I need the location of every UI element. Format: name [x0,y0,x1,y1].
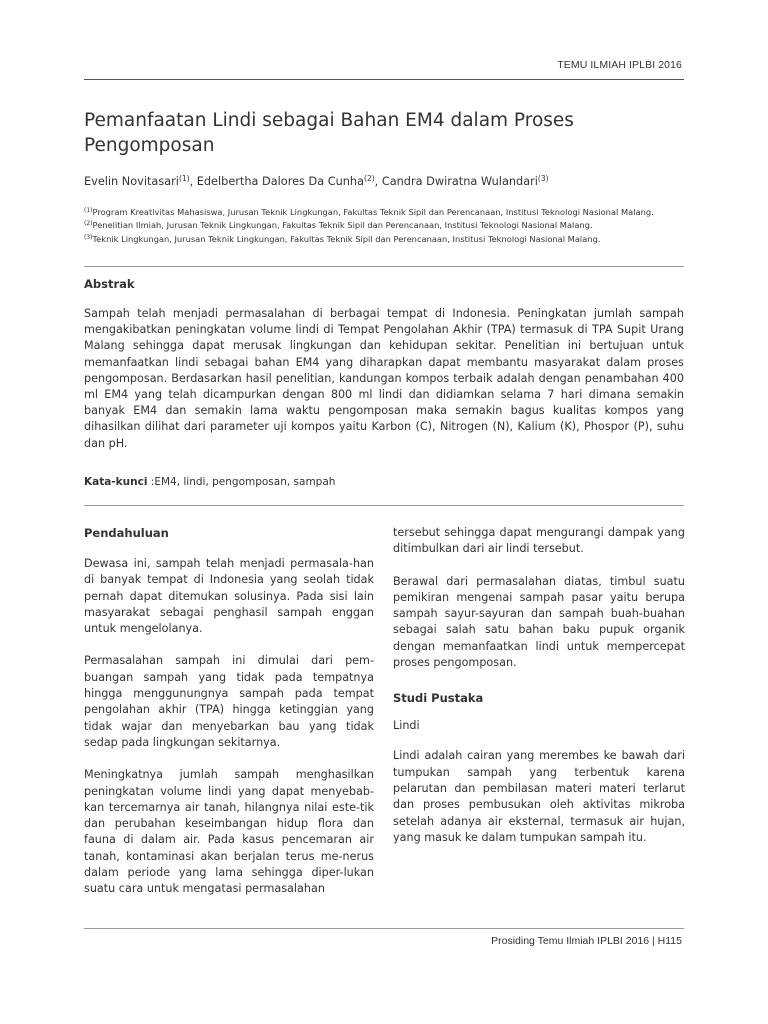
keywords-label: Kata-kunci [84,476,148,488]
abstract-bottom-rule [84,505,684,506]
abstract-top-rule [84,266,684,267]
author-mark: (2) [364,174,375,183]
abstract-heading: Abstrak [84,277,135,291]
paragraph: Berawal dari permasalahan diatas, timbul suatu pemikiran mengenai sampah pasar yaitu berupa sampah sayur-sayuran dan sampah buah-buahan sebagai salah satu bahan baku pupuk organik dengan memanfaatkan lindi untuk mempercepat proses pengomposan. [393,574,685,670]
affiliation-mark: (2) [84,220,93,228]
affiliation [84,232,684,245]
author-separator: , [374,175,382,188]
paragraph: Permasalahan sampah ini dimulai dari pem-buangan sampah yang tidak pada tempatnya hingga menggunungnya sampah pada tempat pengolahan akhir (TPA) hingga ketinggian yang tidak wajar dan menyebarkan bau yang tidak sedap pada lingkungan sekitarnya. [84,654,374,749]
paragraph: Dewasa ini, sampah telah menjadi permasala-han di banyak tempat di Indonesia yang seolah tidak pernah dapat ditemukan solusinya. Pada sisi lain masyarakat sebagai penghasil sampah enggan untuk mengelolanya. [84,557,374,636]
affiliation-text: Program Kreativitas Mahasiswa, Jurusan Teknik Lingkungan, Fakultas Teknik Sipil dan Perencanaan, Institusi Teknologi Nasional Malang. [92,207,654,217]
author-separator: , [189,175,197,188]
abstract-body: Sampah telah menjadi permasalahan di berbagai tempat di Indonesia. Peningkatan jumlah sampah mengakibatkan peningkatan volume lindi di Tempat Pengolahan Akhir (TPA) termasuk di TPA Supit Urang Malang sehingga dapat merusak lingkungan dan kehidupan sekitar. Penelitian ini bertujuan untuk memanfaatkan lindi sebagai bahan EM4 yang diharapkan dapat membantu masyarakat dalam proses pengomposan. Berdasarkan hasil penelitian, kandungan kompos terbaik adalah dengan penambahan 400 ml EM4 yang telah dicampurkan dengan 800 ml lindi dan didiamkan selama 7 hari dimana semakin banyak EM4 dan semakin lama waktu pengomposan maka semakin bagus kualitas kompos yang dihasilkan dilihat dari parameter uji kompos yaitu Karbon (C), Nitrogen (N), Kalium (K), Phospor (P), suhu dan pH. [84,307,684,450]
running-head: TEMU ILMIAH IPLBI 2016 [557,59,682,71]
author-name: Edelbertha Dalores Da Cunha [196,175,365,188]
author-list [84,174,684,188]
section-heading-studi-pustaka: Studi Pustaka [393,691,484,706]
author-mark: (1) [178,174,190,183]
author-mark: (3) [537,174,549,183]
affiliation-mark: (3) [84,233,93,241]
footer-rule [84,928,684,929]
page-footer: Prosiding Temu Ilmiah IPLBI 2016 | H115 [491,935,682,947]
keywords-text: :EM4, lindi, pengomposan, sampah [147,476,336,488]
right-column [393,525,685,846]
section-heading-pendahuluan: Pendahuluan [84,526,169,540]
author-name: Candra Dwiratna Wulandari [381,175,538,188]
paragraph: Meningkatnya jumlah sampah menghasilkan peningkatan volume lindi yang dapat menyebab-kan tercemarnya air tanah, hilangnya nilai este-tik dan perubahan keseimbangan hidup flora dan fauna di dalam air. Pada kasus pencemaran air tanah, kontaminasi akan berjalan terus me-nerus dalam periode yang lama sehingga diper-lukan suatu cara untuk mengatasi permasalahan [84,768,374,896]
left-column [84,526,374,898]
affiliation [84,218,684,231]
subsection-heading-lindi: Lindi [393,719,420,733]
header-rule [84,79,684,80]
affiliation [84,205,684,218]
keywords [84,476,684,488]
affiliation-mark: (1) [84,207,93,214]
paper-title: Pemanfaatan Lindi sebagai Bahan EM4 dalam Proses Pengomposan [84,110,574,156]
author-name: Evelin Novitasari [84,175,179,188]
affiliation-text: Penelitian Ilmiah, Jurusan Teknik Lingkungan, Fakultas Teknik Sipil dan Perencanaan, Institusi Teknologi Nasional Malang. [92,220,593,231]
affiliation-list [84,205,684,245]
paragraph-continued: tersebut sehingga dapat mengurangi dampak yang ditimbulkan dari air lindi tersebut. [393,526,685,556]
paragraph: Lindi adalah cairan yang merembes ke bawah dari tumpukan sampah yang terbentuk karena pelarutan dan pembilasan materi materi terlarut dan proses pembusukan oleh aktivitas mikroba setelah adanya air eksternal, termasuk air hujan, yang masuk ke dalam tumpukan sampah itu. [393,749,685,844]
affiliation-text: Teknik Lingkungan, Jurusan Teknik Lingkungan, Fakultas Teknik Sipil dan Perencanaan, Institusi Teknologi Nasional Malang. [92,233,601,244]
